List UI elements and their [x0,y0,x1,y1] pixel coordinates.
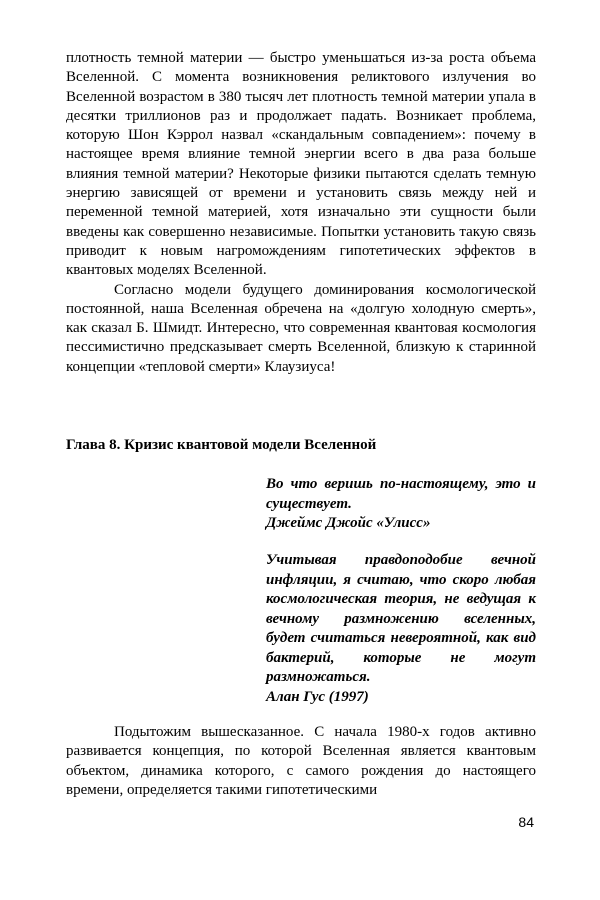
epigraph-author: Джеймс Джойс «Улисс» [266,515,431,531]
epigraph-quote: Во что веришь по-настоящему, это и существует. [266,476,536,512]
top-text-block [66,49,536,377]
chapter-heading: Глава 8. Кризис квантовой модели Вселенной [66,437,377,453]
page-number: 84 [518,814,534,830]
body-paragraph: плотность темной материи — быстро уменьшаться из-за роста объема Вселенной. С момента возникновения реликтового излучения во Вселенной возрастом в 380 тысяч лет плотность темной материи упала в десятки триллионов раз и продолжает падать. Возникает проблема, которую Шон Кэррол назвал «скандальным совпадением»: почему в настоящее время влияние темной энергии всего в два раза больше влияния темной материи? Некоторые физики пытаются сделать темную энергию зависящей от времени и установить связь между ней и переменной темной материей, хотя изначально эти сущности были введены как совершенно независимые. Попытки установить такую связь приводит к новым нагромождениям гипотетических эффектов в квантовых моделях Вселенной. [66,50,536,279]
body-paragraph: Согласно модели будущего доминирования космологической постоянной, наша Вселенная обречена на «долгую холодную смерть», как сказал Б. Шмидт. Интересно, что современная квантовая космология пессимистично предсказывает смерть Вселенной, близкую к старинной концепции «тепловой смерти» Клаузиуса! [66,281,536,375]
epigraph [266,475,536,534]
epigraph [266,551,536,707]
epigraph-quote: Учитывая правдоподобие вечной инфляции, я считаю, что скоро любая космологическая теория, не ведущая к вечному размножению вселенных, будет считаться невероятной, как вид бактерий, которые не могут размножаться. [266,552,536,685]
bottom-text-block [66,723,536,800]
epigraph-author: Алан Гус (1997) [266,688,369,705]
body-paragraph: Подытожим вышесказанное. С начала 1980-х годов активно развивается концепция, по которой Вселенная является квантовым объектом, динамика которого, с самого рождения до настоящего времени, определяется такими гипотетическими [66,724,536,798]
